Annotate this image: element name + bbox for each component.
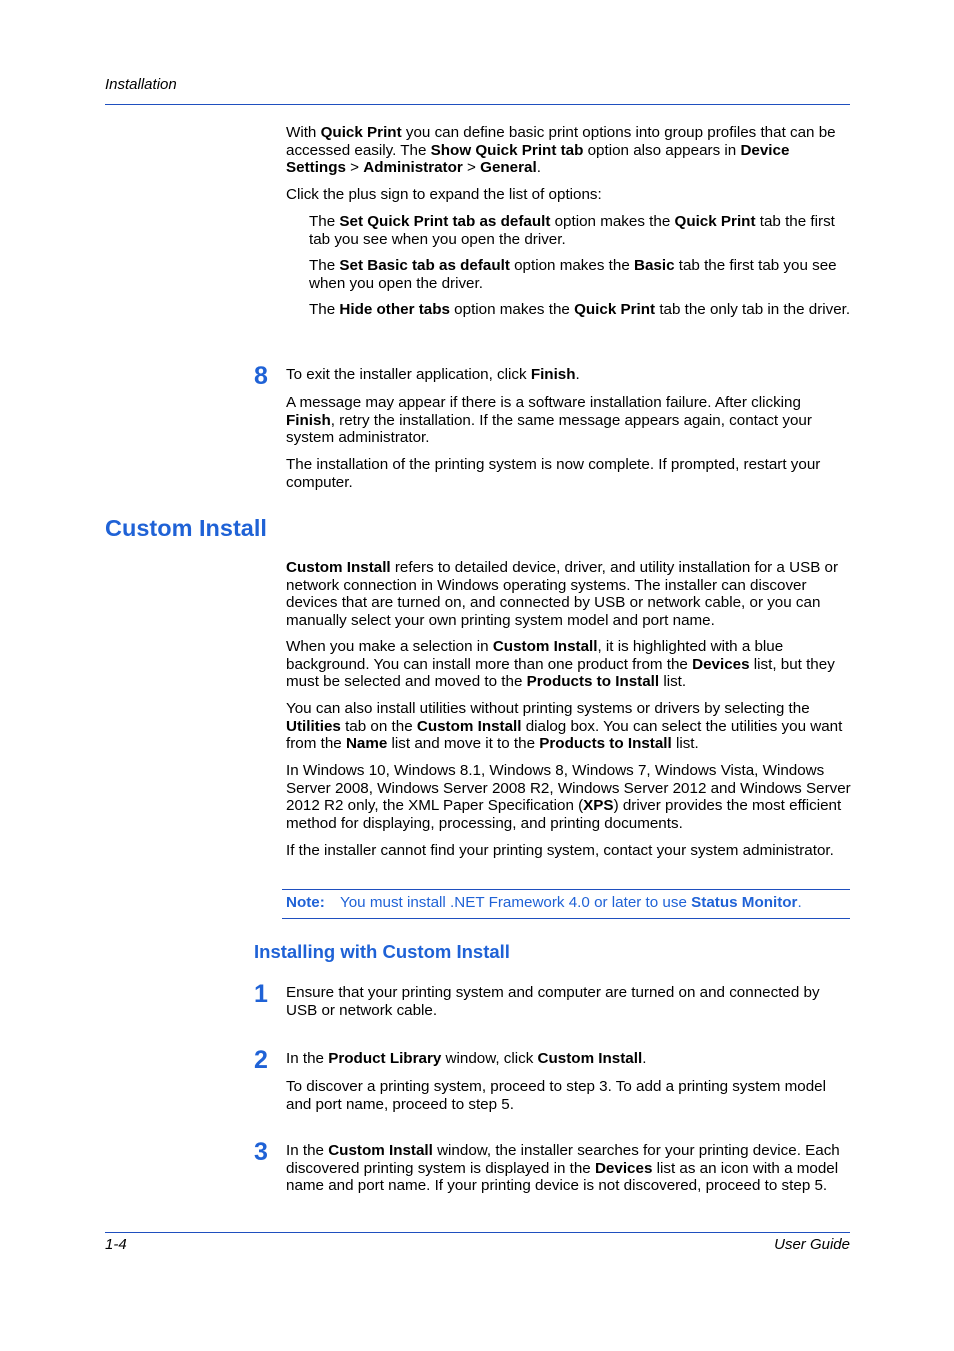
plus-sign-paragraph: Click the plus sign to expand the list of options: xyxy=(286,186,602,203)
bold-term: Products to Install xyxy=(526,673,660,691)
bold-term: Administrator xyxy=(363,159,463,177)
bold-term: Quick Print xyxy=(320,124,402,141)
footer-rule xyxy=(105,1232,850,1233)
step-number-8: 8 xyxy=(254,362,268,390)
option-basic-default: The Set Basic tab as default option makes the Basic tab the first tab you see when you open the driver. xyxy=(309,257,837,292)
bold-term: Custom Install xyxy=(328,1142,433,1159)
note-text: You must install .NET Framework 4.0 or later to use Status Monitor. xyxy=(340,894,802,911)
installing-heading: Installing with Custom Install xyxy=(254,941,510,962)
bold-term: Set Quick Print tab as default xyxy=(339,213,551,230)
bold-term: XPS xyxy=(583,797,614,815)
custom-install-paragraph-2: When you make a selection in Custom Install, it is highlighted with a blue background. You can install more than one product from the Devices list, but they must be selected and moved to the Products to Install list. xyxy=(286,638,835,691)
note-label: Note: xyxy=(286,894,325,911)
step-8-complete: The installation of the printing system is now complete. If prompted, restart your computer. xyxy=(286,456,821,491)
bold-term: Products to Install xyxy=(539,735,672,753)
step-2-followup: To discover a printing system, proceed to step 3. To add a printing system model and port name, proceed to step 5. xyxy=(286,1078,826,1113)
custom-install-paragraph-4: In Windows 10, Windows 8.1, Windows 8, Windows 7, Windows Vista, Windows Server 2008, Windows Server 2008 R2, Windows Server 2012 and Windows Server 2012 R2 only, the XML Paper Specification (XPS) driver provides the most efficient method for displaying, processing, and printing documents. xyxy=(286,762,851,832)
step-3-text: In the Custom Install window, the installer searches for your printing device. Each discovered printing system is displayed in the Devices list as an icon with a model name and port name. If your printing device is not discovered, proceed to step 5. xyxy=(286,1142,840,1195)
bold-term: Finish xyxy=(286,411,331,429)
quick-print-paragraph: With Quick Print you can define basic print options into group profiles that can be accessed easily. The Show Quick Print tab option also appears in Device Settings > Administrator > General. xyxy=(286,124,836,177)
step-1-text: Ensure that your printing system and computer are turned on and connected by USB or network cable. xyxy=(286,984,820,1019)
bold-term: Custom Install xyxy=(286,559,391,576)
bold-term: Quick Print xyxy=(674,213,756,230)
header-rule xyxy=(105,104,850,105)
bold-term: Devices xyxy=(692,655,750,673)
bold-term: Utilities xyxy=(286,717,341,735)
bold-term: Custom Install xyxy=(492,638,598,655)
step-number-1: 1 xyxy=(254,980,268,1008)
page-number: 1-4 xyxy=(105,1236,127,1253)
bold-term: General xyxy=(480,159,537,177)
custom-install-paragraph-5: If the installer cannot find your printing system, contact your system administrator. xyxy=(286,842,834,859)
custom-install-paragraph-1: Custom Install refers to detailed device, driver, and utility installation for a USB or network connection in Windows operating systems. The installer can discover devices that are turned on, and connected by USB or network cable, or you can manually select your own printing system model and port name. xyxy=(286,559,839,629)
option-hide-other-tabs: The Hide other tabs option makes the Quick Print tab the only tab in the driver. xyxy=(309,301,851,318)
step-8-message: A message may appear if there is a software installation failure. After clicking Finish, retry the installation. If the same message appears again, contact your system administrator. xyxy=(286,394,812,447)
bold-term: Status Monitor xyxy=(691,894,798,911)
document-title: User Guide xyxy=(774,1236,850,1253)
bold-term: Custom Install xyxy=(416,717,522,735)
bold-term: Show Quick Print tab xyxy=(430,141,584,159)
bold-term: Basic xyxy=(634,257,675,274)
step-8-text: To exit the installer application, click Finish. xyxy=(286,366,580,383)
step-number-3: 3 xyxy=(254,1138,268,1166)
bold-term: Devices xyxy=(594,1159,653,1177)
note xyxy=(286,894,850,912)
bold-term: Hide other tabs xyxy=(339,301,450,318)
bold-term: Finish xyxy=(530,366,576,383)
bold-term: Custom Install xyxy=(537,1050,643,1067)
bold-term: Name xyxy=(345,735,388,753)
custom-install-paragraph-3: You can also install utilities without printing systems or drivers by selecting the Utilities tab on the Custom Install dialog box. You can select the utilities you want from the Name list and move it to the Products to Install list. xyxy=(286,700,843,753)
custom-install-heading: Custom Install xyxy=(105,515,267,541)
bold-term: Quick Print xyxy=(574,301,656,318)
bold-term: Device Settings xyxy=(286,141,790,177)
step-number-2: 2 xyxy=(254,1046,268,1074)
step-2-text: In the Product Library window, click Custom Install. xyxy=(286,1050,647,1067)
bold-term: Set Basic tab as default xyxy=(339,257,510,274)
bold-term: Product Library xyxy=(328,1050,442,1067)
option-quick-print-default: The Set Quick Print tab as default option makes the Quick Print tab the first tab you see when you open the driver. xyxy=(309,213,835,248)
running-header: Installation xyxy=(105,76,177,93)
